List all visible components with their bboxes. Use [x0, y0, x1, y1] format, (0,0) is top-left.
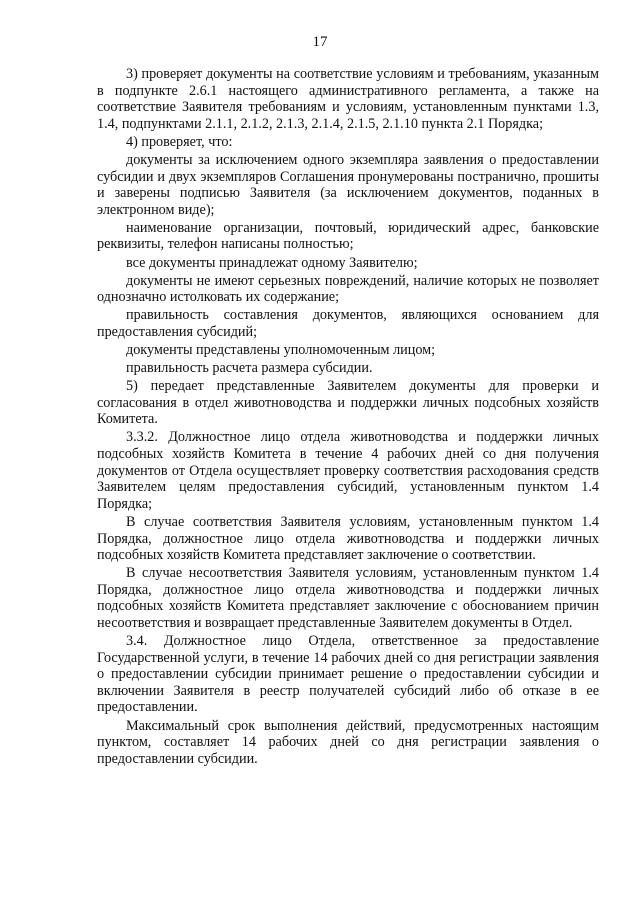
paragraph-3-3-2: 3.3.2. Должностное лицо отдела животноводства и поддержки личных подсобных хозяйств Комитета в течение 4 рабочих дней со дня получения документов от Отдела осуществляет проверку соответствия расходования средств Заявителем целям предоставления субсидий, установленным пунктом 1.4 Порядка;: [97, 429, 599, 512]
paragraph-3-4: 3.4. Должностное лицо Отдела, ответственное за предоставление Государственной услуги, в течение 14 рабочих дней со дня регистрации заявления о предоставлении субсидии принимает решение о предоставлении субсидии и включении Заявителя в реестр получателей субсидий либо об отказе в ее предоставлении.: [97, 633, 599, 716]
paragraph-correct-preparation: правильность составления документов, являющихся основанием для предоставления субсидий;: [97, 307, 599, 340]
paragraph-organization-details: наименование организации, почтовый, юридический адрес, банковские реквизиты, телефон написаны полностью;: [97, 219, 599, 253]
paragraph-item-5-transfer: 5) передает представленные Заявителем документы для проверки и согласования в отдел животноводства и поддержки личных подсобных хозяйств Комитета.: [97, 378, 599, 428]
paragraph-noncompliance-case: В случае несоответствия Заявителя условиям, установленным пунктом 1.4 Порядка, должностное лицо отдела животноводства и поддержки личных подсобных хозяйств Комитета представляет заключение с обоснованием причин несоответствия и возвращает представленные Заявителем документы в Отдел.: [97, 565, 599, 631]
paragraph-compliance-case: В случае соответствия Заявителя условиям, установленным пунктом 1.4 Порядка, должностное лицо отдела животноводства и поддержки личных подсобных хозяйств Комитета представляет заключение о соответствии.: [97, 513, 599, 564]
paragraph-authorized-person: документы представлены уполномоченным лицом;: [126, 342, 436, 358]
document-body: [97, 66, 599, 769]
paragraph-item-4-verifies: 4) проверяет, что:: [126, 133, 233, 150]
paragraph-item-3-check-documents: 3) проверяет документы на соответствие условиям и требованиям, указанным в подпункте 2.6.1 настоящего административного регламента, а также на соответствие Заявителя требованиям и условиям, установленным пунктами 1.3, 1.4, подпунктами 2.1.1, 2.1.2, 2.1.3, 2.1.4, 2.1.5, 2.1.10 пункта 2.1 Порядка;: [97, 66, 599, 132]
paragraph-single-applicant: все документы принадлежат одному Заявителю;: [126, 254, 418, 271]
paragraph-no-damage: документы не имеют серьезных повреждений, наличие которых не позволяет однозначно истолковать их содержание;: [97, 272, 599, 306]
paragraph-documents-numbered: документы за исключением одного экземпляра заявления о предоставлении субсидии и двух экземпляров Соглашения пронумерованы постранично, прошиты и заверены подписью Заявителя (за исключением документов, поданных в электронном виде);: [97, 151, 599, 218]
paragraph-maximum-term: Максимальный срок выполнения действий, предусмотренных настоящим пунктом, составляет 14 рабочих дней со дня регистрации заявления о предоставлении субсидии.: [97, 717, 599, 767]
page-number: 17: [312, 34, 328, 50]
paragraph-subsidy-calculation: правильность расчета размера субсидии.: [126, 360, 373, 377]
